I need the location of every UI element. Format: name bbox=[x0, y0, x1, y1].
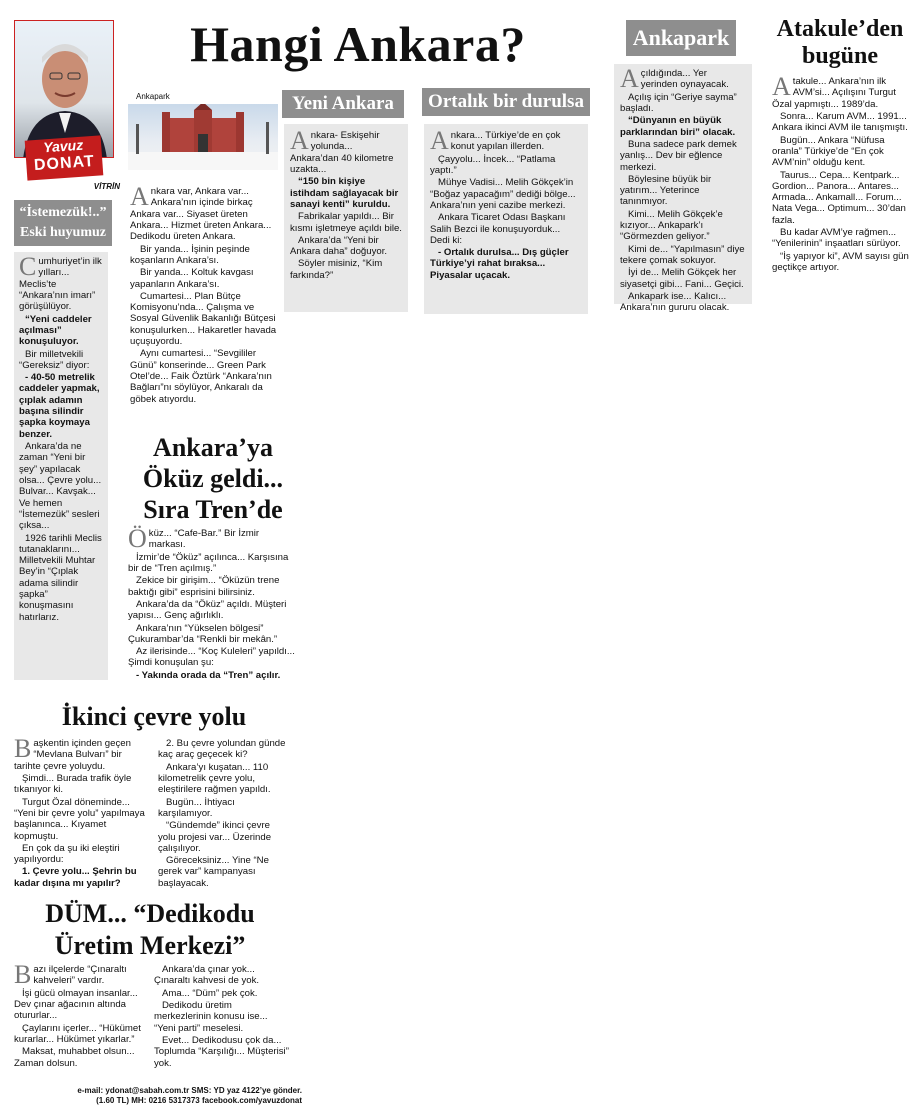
paragraph: nkara... Türkiye’de en çok konut yapılan illerden. bbox=[450, 130, 561, 153]
page-title: Hangi Ankara? bbox=[190, 16, 526, 72]
yeni-ankara-heading: Yeni Ankara bbox=[282, 90, 404, 118]
ankapark-box: Açıldığında... Yer yerinden oynayacak. Açılış için “Geriye sayma” başladı. “Dünyanın en büyük parklarından biri” olacak. Buna sadece park demek yanlış... Dev bir eğlence merkezi. Böylesine büyük bir yatırım... Yeterince tanınmıyor. Kimi... Melih Gökçek’e kızıyor... Ankapark’ı “Görmezden geliyor.” Kimi de... “Yapılmasın” diye tekere çomak sokuyor. İyi de... Melih Gökçek her siyasetçi gibi... Fani... Geçici. Ankapark ise... Kalıcı... Ankara’nın gururu olacak. bbox=[614, 64, 752, 304]
paragraph: “150 bin kişiye istihdam sağlayacak bir sanayi kenti” kuruldu. bbox=[290, 176, 399, 210]
paragraph: Taurus... Cepa... Kentpark... Gordion... Panora... Antares... Armada... Ankamall... Forum... Nata Vega... Optimum... 30’dan fazla. bbox=[772, 169, 906, 226]
paragraph: İyi de... Melih Gökçek her siyasetçi gibi... Fani... Geçici. bbox=[620, 267, 744, 290]
paragraph: Ankara’da ne zaman “Yeni bir şey” yapılacak olsa... Çevre yolu... Bulvar... Kavşak... Ve hemen “İstemezük” sesleri çıksa... bbox=[19, 441, 102, 532]
okuz-heading: Ankara’ya Öküz geldi... Sıra Tren’de bbox=[142, 433, 284, 524]
paragraph: nkara- Eskişehir yolunda... Ankara’dan 40 kilometre uzakta... bbox=[290, 130, 394, 175]
photo-caption: Ankapark bbox=[136, 92, 170, 101]
paragraph: - 40-50 metrelik caddeler yapmak, çıplak adamın başına silindir şapka koymaya benzer. bbox=[19, 372, 100, 440]
atakule-heading: Atakule’den bugüne bbox=[776, 16, 904, 69]
paragraph: nkara var, Ankara var... Ankara’nın içinde birkaç Ankara var... Siyaset üreten Ankara... Hizmet üreten Ankara... Dedikodu üreten Ankara. bbox=[130, 186, 272, 243]
paragraph: Çayyolu... İncek... “Patlama yaptı.” bbox=[430, 153, 556, 176]
atakule-text: Atakule... Ankara’nın ilk AVM’si... Açılışını Turgut Özal yapmıştı... 1989’da. Sonra... Karum AVM... 1991... Ankara ikinci AVM ile tanışmıştı. Bugün... Ankara “Nüfusa oranla” Türkiye’de “En çok AVM’nin” olduğu kent. Taurus... Cepa... Kentpark... Gordion... Panora... Antares... Armada... Ankamall... Forum... Nata Vega... Optimum... 30’dan fazla. Bu kadar AVM’ye rağmen... “Yenilerinin” inşaatları sürüyor. “İş yapıyor ki”, AVM sayısı gün geçtikçe artıyor. bbox=[772, 76, 912, 274]
column-series: VİTRİN bbox=[93, 182, 120, 191]
paragraph: Sonra... Karum AVM... 1991... Ankara ikinci AVM ile tanışmıştı. bbox=[772, 110, 908, 134]
paragraph: Ama... “Düm” pek çok. bbox=[162, 987, 258, 999]
paragraph: Ankara’nın “Yükselen bölgesi” Çukurambar’da “Renkli bir mekân.” bbox=[128, 622, 278, 645]
paragraph: takule... Ankara’nın ilk AVM’si... Açılışını Turgut Özal yapmıştı... 1989’da. bbox=[772, 76, 896, 110]
paragraph: çıldığında... Yer yerinden oynayacak. bbox=[640, 68, 729, 91]
paragraph: 2. Bu çevre yolundan günde kaç araç geçecek ki? bbox=[158, 738, 286, 761]
paragraph: Bugün... Ankara “Nüfusa oranla” Türkiye’de “En çok AVM’nin” olduğu kent. bbox=[772, 134, 885, 169]
paragraph: umhuriyet’in ilk yılları... Meclis’te “Ankara’nın imarı” görüşülüyor. bbox=[19, 256, 102, 313]
paragraph: küz... “Cafe-Bar.” Bir İzmir markası. bbox=[148, 528, 260, 551]
istemezuk-box: Cumhuriyet’in ilk yılları... Meclis’te “Ankara’nın imarı” görüşülüyor. “Yeni caddeler açılması” konuşuluyor. Bir milletvekili “Gereksiz” diyor: - 40-50 metrelik caddeler yapmak, çıplak adamın başına silindir şapka koymaya benzer. Ankara’da ne zaman “Yeni bir şey” yapılacak olsa... Çevre yolu... Bulvar... Kavşak... Ve hemen “İstemezük” sesleri çıksa... 1926 tarihli Meclis tutanaklarını... Milletvekili Muhtar Bey’in “Çıplak adama silindir şapka” konuşmasını hatırlarız. bbox=[14, 252, 108, 680]
paragraph: Zekice bir girişim... “Öküzün trene baktığı gibi” esprisini bilirsiniz. bbox=[128, 575, 280, 598]
paragraph: azı ilçelerde “Çınaraltı kahveleri” vardır. bbox=[33, 964, 127, 987]
paragraph: “Yeni caddeler açılması” konuşuluyor. bbox=[19, 313, 92, 348]
paragraph: İzmir’de “Öküz” açılınca... Karşısına bir de “Tren açılmış.” bbox=[128, 551, 289, 574]
paragraph: Göreceksiniz... Yine “Ne gerek var” kampanyası başlayacak. bbox=[158, 855, 269, 889]
paragraph: 1. Çevre yolu... Şehrin bu kadar dışına mı yapılır? bbox=[14, 866, 137, 889]
dum-left-text: Bazı ilçelerde “Çınaraltı kahveleri” vardır. İşi gücü olmayan insanlar... Dev çınar ağacının altında otururlar... Çaylarını içerler... “Hükümet kurarlar... Hükümet yıkarlar.” Maksat, muhabbet olsun... Zaman dolsun. bbox=[14, 964, 148, 1070]
paragraph: 1926 tarihli Meclis tutanaklarını... Milletvekili Muhtar Bey’in “Çıplak adama silindir şapka” konuşmasını hatırlarız. bbox=[19, 532, 102, 623]
paragraph: Ankara’da çınar yok... Çınaraltı kahvesi de yok. bbox=[154, 964, 260, 987]
paragraph: Söyler misiniz, “Kim farkında?” bbox=[290, 258, 383, 281]
paragraph: “İş yapıyor ki”, AVM sayısı gün geçtikçe artıyor. bbox=[772, 250, 909, 273]
paragraph: Bir yanda... Koltuk kavgası yapanların Ankara’sı. bbox=[130, 267, 254, 290]
footer-phone-line: (1.60 TL) MH: 0216 5317373 facebook.com/yavuzdonat bbox=[96, 1096, 302, 1105]
paragraph: Maksat, muhabbet olsun... Zaman dolsun. bbox=[14, 1046, 135, 1069]
author-last-name: DONAT bbox=[33, 152, 96, 175]
paragraph: Çaylarını içerler... “Hükümet kurarlar... Hükümet yıkarlar.” bbox=[14, 1022, 141, 1045]
paragraph: Bu kadar AVM’ye rağmen... “Yenilerinin” inşaatları sürüyor. bbox=[772, 227, 901, 250]
paragraph: Buna sadece park demek yanlış... Dev bir eğlence merkezi. bbox=[620, 138, 737, 173]
dum-right-text bbox=[154, 964, 290, 1070]
paragraph: - Yakında orada da “Tren” açılır. bbox=[136, 669, 281, 681]
paragraph: Cumartesi... Plan Bütçe Komisyonu’nda... Çalışma ve Sosyal Güvenlik Bakanlığı Bütçesi konuşulurken... Hakaretler havada uçuşuyordu. bbox=[130, 290, 277, 348]
paragraph: Böylesine büyük bir yatırım... Yeterince tanınmıyor. bbox=[620, 173, 712, 208]
cevre-right-text bbox=[158, 738, 290, 890]
paragraph: İşi gücü olmayan insanlar... Dev çınar ağacının altında otururlar... bbox=[14, 987, 138, 1022]
paragraph: aşkentin içinden geçen “Mevlana Bulvarı” bir tarihte çevre yoluydu. bbox=[14, 738, 131, 772]
paragraph: Fabrikalar yapıldı... Bir kısmı işletmeye açıldı bile. bbox=[290, 211, 402, 234]
paragraph: Bir yanda... İşinin peşinde koşanların Ankara’sı. bbox=[130, 243, 250, 266]
footer-email-line: e-mail: ydonat@sabah.com.tr SMS: YD yaz 4122’ye gönder. bbox=[77, 1086, 302, 1095]
paragraph: En çok da şu iki eleştiri yapılıyordu: bbox=[14, 842, 120, 866]
paragraph: Kimi de... “Yapılmasın” diye tekere çomak sokuyor. bbox=[620, 243, 745, 266]
paragraph: Ankapark ise... Kalıcı... Ankara’nın gururu olacak. bbox=[620, 290, 730, 314]
ortalik-box: Ankara... Türkiye’de en çok konut yapılan illerden. Çayyolu... İncek... “Patlama yaptı.” Mühye Vadisi... Melih Gökçek’in “Boğaz yapacağım” dediği bölge... Ankara’nın yeni cazibe merkezi. Ankara Ticaret Odası Başkanı Salih Bezci ile konuşuyorduk... Dedi ki: - Ortalık durulsa... Dış güçler Türkiye’yi rahat bıraksa... Piyasalar uçacak. bbox=[424, 124, 588, 314]
cevre-left-text: Başkentin içinden geçen “Mevlana Bulvarı” bir tarihte çevre yoluydu. Şimdi... Burada trafik öyle tıkanıyor ki. Turgut Özal döneminde... “Yeni bir çevre yolu” yapılmaya başlanınca... Kıyamet kopmuştu. En çok da şu iki eleştiri yapılıyordu: 1. Çevre yolu... Şehrin bu kadar dışına mı yapılır? bbox=[14, 738, 148, 890]
paragraph: Turgut Özal döneminde... “Yeni bir çevre yolu” yapılmaya başlanınca... Kıyamet kopmuştu. bbox=[14, 796, 145, 842]
paragraph: Açılış için “Geriye sayma” başladı. bbox=[620, 91, 737, 114]
paragraph: Evet... Dedikodusu çok da... Toplumda “Karşılığı... Müşterisi” yok. bbox=[154, 1034, 289, 1069]
okuz-text: Öküz... “Cafe-Bar.” Bir İzmir markası. İzmir’de “Öküz” açılınca... Karşısına bir de “Tren açılmış.” Zekice bir girişim... “Öküzün trene baktığı gibi” esprisini bilirsiniz. Ankara’da da “Öküz” açıldı. Müşteri yapısı... Genç ağırlıklı. Ankara’nın “Yükselen bölgesi” Çukurambar’da “Renkli bir mekân.” Az ilerisinde... “Koç Kuleleri” yapıldı... Şimdi konuşulan şu: - Yakında orada da “Tren” açılır. bbox=[128, 528, 298, 682]
main-lead-text: Ankara var, Ankara var... Ankara’nın içinde birkaç Ankara var... Siyaset üreten Ankara... Hizmet üreten Ankara... Dedikodu üreten Ankara. Bir yanda... İşinin peşinde koşanların Ankara’sı. Bir yanda... Koltuk kavgası yapanların Ankara’sı. Cumartesi... Plan Bütçe Komisyonu’nda... Çalışma ve Sosyal Güvenlik Bakanlığı Bütçesi konuşulurken... Hakaretler havada uçuşuyordu. Aynı cumartesi... “Sevgililer Günü” konserinde... Green Park Otel’de... Faik Öztürk “Ankara’nın Bağları”nı söylüyor, Ankaralı da göbek atıyordu. bbox=[130, 186, 282, 406]
paragraph: Aynı cumartesi... “Sevgililer Günü” konserinde... Green Park Otel’de... Faik Öztürk “Ankara’nın Bağları”nı söylüyor, Ankaralı da göbek atıyordu. bbox=[130, 348, 272, 405]
author-box bbox=[10, 20, 120, 195]
paragraph: Şimdi... Burada trafik öyle tıkanıyor ki. bbox=[14, 772, 132, 796]
ortalik-heading: Ortalık bir durulsa bbox=[422, 88, 590, 116]
paragraph: - Ortalık durulsa... Dış güçler Türkiye’yi rahat bıraksa... Piyasalar uçacak. bbox=[430, 247, 569, 281]
author-first-name: Yavuz bbox=[42, 136, 84, 156]
paragraph: Az ilerisinde... “Koç Kuleleri” yapıldı... Şimdi konuşulan şu: bbox=[128, 646, 295, 669]
ankapark-photo bbox=[128, 104, 278, 170]
paragraph: Ankara Ticaret Odası Başkanı Salih Bezci ile konuşuyorduk... Dedi ki: bbox=[430, 212, 566, 246]
yeni-ankara-box: Ankara- Eskişehir yolunda... Ankara’dan 40 kilometre uzakta... “150 bin kişiye istihdam sağlayacak bir sanayi kenti” kuruldu. Fabrikalar yapıldı... Bir kısmı işletmeye açıldı bile. Ankara’da “Yeni bir Ankara daha” doğuyor. Söyler misiniz, “Kim farkında?” bbox=[284, 124, 408, 312]
paragraph: “Dünyanın en büyük parklarından biri” olacak. bbox=[620, 115, 736, 138]
dum-heading: DÜM... “Dedikodu Üretim Merkezi” bbox=[45, 899, 255, 960]
author-name-tag bbox=[25, 135, 104, 180]
paragraph: Bugün... İhtiyacı karşılamıyor. bbox=[158, 796, 235, 819]
paragraph: Kimi... Melih Gökçek’e kızıyor... Ankapark’ı “Görmezden geliyor.” bbox=[620, 208, 723, 243]
istemezuk-heading: “İstemezük!..” Eski huyumuz bbox=[14, 200, 112, 246]
ankapark-heading: Ankapark bbox=[626, 20, 736, 56]
paragraph: “Gündemde” ikinci çevre yolu projesi var... Üzerinde çalışılıyor. bbox=[158, 820, 272, 854]
paragraph: Ankara’yı kuşatan... 110 kilometrelik çevre yolu, eleştirilere rağmen yapıldı. bbox=[158, 761, 271, 796]
paragraph: Mühye Vadisi... Melih Gökçek’in “Boğaz yapacağım” dediği bölge... Ankara’nın yeni cazibe merkezi. bbox=[430, 177, 576, 211]
paragraph: Bir milletvekili “Gereksiz” diyor: bbox=[19, 348, 90, 371]
paragraph: Ankara’da “Yeni bir Ankara daha” doğuyor. bbox=[290, 234, 388, 258]
cevre-yolu-heading: İkinci çevre yolu bbox=[61, 702, 247, 731]
paragraph: Ankara’da da “Öküz” açıldı. Müşteri yapısı... Genç ağırlıklı. bbox=[128, 598, 287, 622]
footer-contact bbox=[62, 1086, 302, 1106]
paragraph: Dedikodu üretim merkezlerinin konusu ise... “Yeni parti” meselesi. bbox=[154, 999, 268, 1034]
